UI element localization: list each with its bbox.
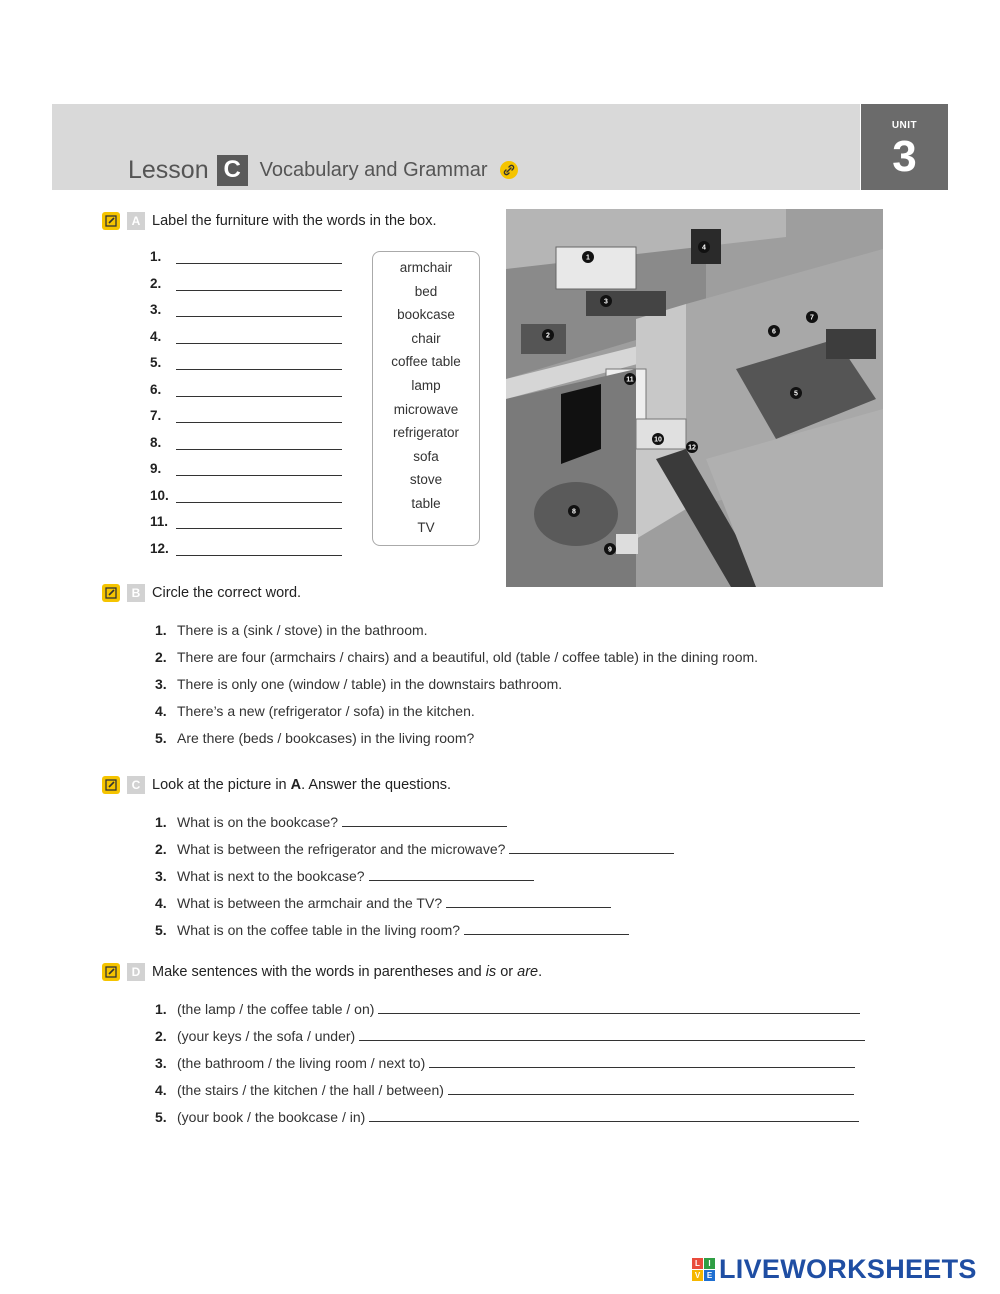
item-number: 4.: [155, 703, 167, 719]
item-number: 3.: [155, 676, 167, 692]
question-text: What is between the armchair and the TV?: [177, 895, 443, 911]
bed-headboard: [826, 329, 876, 359]
item-number: 11.: [150, 514, 169, 529]
picture-number-label: 6: [772, 328, 776, 336]
item-number: 5.: [155, 1109, 167, 1125]
logo-cell: L: [692, 1258, 703, 1269]
item-number: 9.: [150, 461, 162, 476]
word-box-item: refrigerator: [392, 425, 460, 441]
question-row: [155, 868, 534, 884]
section-b-instruction: Circle the correct word.: [152, 585, 302, 601]
answer-blank[interactable]: [176, 543, 342, 556]
word-box-item: coffee table: [391, 354, 461, 370]
item-number: 4.: [155, 1082, 167, 1098]
answer-blank[interactable]: [176, 384, 342, 397]
picture-number-label: 4: [702, 244, 706, 252]
item-number: 2.: [155, 1028, 167, 1044]
picture-number-label: 7: [810, 314, 814, 322]
answer-blank[interactable]: [429, 1055, 855, 1068]
section-d-instruction: [152, 964, 542, 980]
lesson-title: [128, 152, 518, 188]
word-box-item: sofa: [413, 448, 439, 464]
section-c-heading: [102, 774, 451, 796]
word-box-item: TV: [417, 519, 435, 535]
question-row: [155, 676, 562, 692]
item-number: 1.: [155, 622, 167, 638]
section-c-instruction: [152, 777, 451, 793]
answer-row: [150, 514, 342, 529]
question-text: What is on the bookcase?: [177, 814, 339, 830]
logo-icon: [692, 1258, 715, 1281]
armchair-shape: [521, 324, 566, 354]
picture-number-label: 8: [572, 508, 576, 516]
coffee-table-shape: [586, 291, 666, 316]
word-box-item: bookcase: [397, 307, 455, 323]
item-number: 4.: [150, 328, 162, 344]
picture-number-label: 5: [794, 390, 798, 398]
instruction-text: Make sentences with the words in parentheses and: [152, 964, 486, 980]
word-box-item: stove: [409, 472, 443, 488]
sofa-shape: [556, 247, 636, 289]
question-text: What is between the refrigerator and the microwave?: [177, 841, 506, 857]
item-number: 5.: [150, 355, 162, 370]
answer-blank[interactable]: [176, 331, 342, 344]
logo-text: LIVEWORKSHEETS: [719, 1253, 977, 1284]
answer-blank[interactable]: [464, 922, 629, 935]
pencil-icon: [102, 963, 120, 981]
picture-number-label: 1: [586, 254, 590, 262]
answer-blank[interactable]: [176, 357, 342, 370]
item-number: 3.: [150, 302, 162, 317]
item-number: 1.: [155, 1001, 167, 1017]
answer-row: [150, 249, 342, 264]
word-box-item: table: [411, 496, 441, 511]
pencil-icon: [102, 776, 120, 794]
unit-number: 3: [892, 132, 917, 181]
instruction-bold: A: [290, 777, 302, 793]
question-row: [155, 730, 474, 746]
question-row: [155, 1001, 860, 1017]
item-number: 6.: [150, 381, 162, 397]
question-text: There are four (armchairs / chairs) and a beautiful, old (table / coffee table) in the dining room.: [177, 649, 759, 665]
picture-number-label: 2: [546, 332, 550, 340]
section-b-badge: B: [127, 584, 145, 602]
house-picture: [506, 209, 883, 587]
answer-row: [150, 302, 342, 317]
word-box-item: lamp: [411, 378, 441, 393]
question-text: There’s a new (refrigerator / sofa) in the kitchen.: [177, 703, 475, 719]
question-row: [155, 649, 758, 665]
answer-blank[interactable]: [176, 278, 342, 291]
section-d-heading: [102, 961, 542, 983]
instruction-text: Look at the picture in: [152, 777, 291, 793]
item-number: 12.: [150, 540, 169, 556]
word-box-item: armchair: [399, 260, 453, 275]
answer-blank[interactable]: [176, 251, 342, 264]
question-text: There is only one (window / table) in the downstairs bathroom.: [177, 676, 563, 692]
answer-blank[interactable]: [176, 463, 342, 476]
item-number: 4.: [155, 895, 167, 911]
unit-label: UNIT: [891, 120, 918, 131]
question-row: [155, 814, 507, 830]
answer-blank[interactable]: [359, 1028, 865, 1041]
logo-cell: V: [692, 1270, 703, 1281]
pencil-icon: [102, 584, 120, 602]
instruction-text: .: [538, 964, 543, 980]
question-row: [155, 703, 475, 719]
question-row: [155, 1055, 855, 1071]
instruction-text: or: [496, 964, 518, 980]
question-text: What is on the coffee table in the living room?: [177, 922, 461, 938]
answer-row: [150, 355, 342, 370]
question-text: (the stairs / the kitchen / the hall / between): [177, 1082, 444, 1098]
item-number: 3.: [155, 868, 167, 884]
section-a-instruction: Label the furniture with the words in the box.: [152, 213, 437, 229]
answer-blank[interactable]: [176, 516, 342, 529]
picture-number-label: 9: [608, 546, 612, 554]
word-box: [372, 251, 480, 546]
picture-number-label: 11: [626, 376, 634, 384]
item-number: 7.: [150, 408, 162, 423]
question-row: [155, 841, 674, 857]
question-text: What is next to the bookcase?: [177, 868, 365, 884]
question-row: [155, 922, 629, 938]
answer-blank[interactable]: [446, 895, 611, 908]
question-row: [155, 1082, 854, 1098]
house-illustration: [506, 209, 883, 587]
liveworksheets-logo[interactable]: [692, 1254, 977, 1284]
question-text: (your keys / the sofa / under): [177, 1028, 356, 1044]
lesson-subtitle: Vocabulary and Grammar: [259, 158, 488, 181]
question-text: (the lamp / the coffee table / on): [177, 1001, 375, 1017]
word-box-item: bed: [414, 283, 438, 299]
logo-cell: E: [704, 1270, 715, 1281]
lesson-word: Lesson: [128, 155, 209, 184]
question-text: (the bathroom / the living room / next to): [177, 1055, 426, 1071]
answer-row: [150, 541, 342, 556]
answer-blank[interactable]: [176, 437, 342, 450]
item-number: 5.: [155, 730, 167, 746]
item-number: 1.: [155, 814, 167, 830]
word-box-item: chair: [411, 330, 441, 346]
section-a-heading: [102, 210, 437, 232]
item-number: 1.: [150, 249, 162, 264]
answer-row: [150, 382, 342, 397]
instruction-text: . Answer the questions.: [301, 777, 452, 793]
lesson-letter: C: [217, 155, 248, 186]
answer-blank[interactable]: [448, 1082, 854, 1095]
question-row: [155, 895, 611, 911]
answer-blank[interactable]: [369, 868, 534, 881]
section-d-badge: D: [127, 963, 145, 981]
question-text: There is a (sink / stove) in the bathroom.: [177, 622, 428, 638]
answer-row: [150, 408, 342, 423]
chair-shape: [616, 534, 638, 554]
item-number: 2.: [150, 275, 162, 291]
answer-blank[interactable]: [342, 814, 507, 827]
pencil-icon: [102, 212, 120, 230]
section-a-badge: A: [127, 212, 145, 230]
question-text: Are there (beds / bookcases) in the living room?: [177, 730, 475, 746]
answer-row: [150, 435, 342, 450]
item-number: 3.: [155, 1055, 167, 1071]
answer-blank[interactable]: [369, 1109, 859, 1122]
item-number: 2.: [155, 649, 167, 665]
item-number: 5.: [155, 922, 167, 938]
question-row: [155, 622, 428, 638]
instruction-italic: are: [517, 964, 539, 980]
item-number: 2.: [155, 841, 167, 857]
answer-row: [150, 488, 342, 503]
word-box-item: microwave: [393, 401, 459, 417]
question-text: (your book / the bookcase / in): [177, 1109, 366, 1125]
picture-number-label: 3: [604, 298, 608, 306]
answer-blank[interactable]: [176, 410, 342, 423]
instruction-italic: is: [485, 964, 497, 980]
question-row: [155, 1028, 865, 1044]
logo-cell: I: [704, 1258, 715, 1269]
item-number: 10.: [150, 487, 169, 503]
section-c-badge: C: [127, 776, 145, 794]
picture-number-label: 12: [688, 444, 696, 452]
picture-number-label: 10: [654, 436, 662, 444]
item-number: 8.: [150, 434, 162, 450]
answer-row: [150, 276, 342, 291]
question-row: [155, 1109, 859, 1125]
answer-blank[interactable]: [509, 841, 674, 854]
answer-blank[interactable]: [176, 304, 342, 317]
answer-blank[interactable]: [378, 1001, 860, 1014]
answer-row: [150, 461, 342, 476]
section-b-heading: [102, 582, 301, 604]
link-icon[interactable]: [500, 161, 518, 179]
answer-blank[interactable]: [176, 490, 342, 503]
answer-row: [150, 329, 342, 344]
unit-badge: [861, 104, 948, 190]
